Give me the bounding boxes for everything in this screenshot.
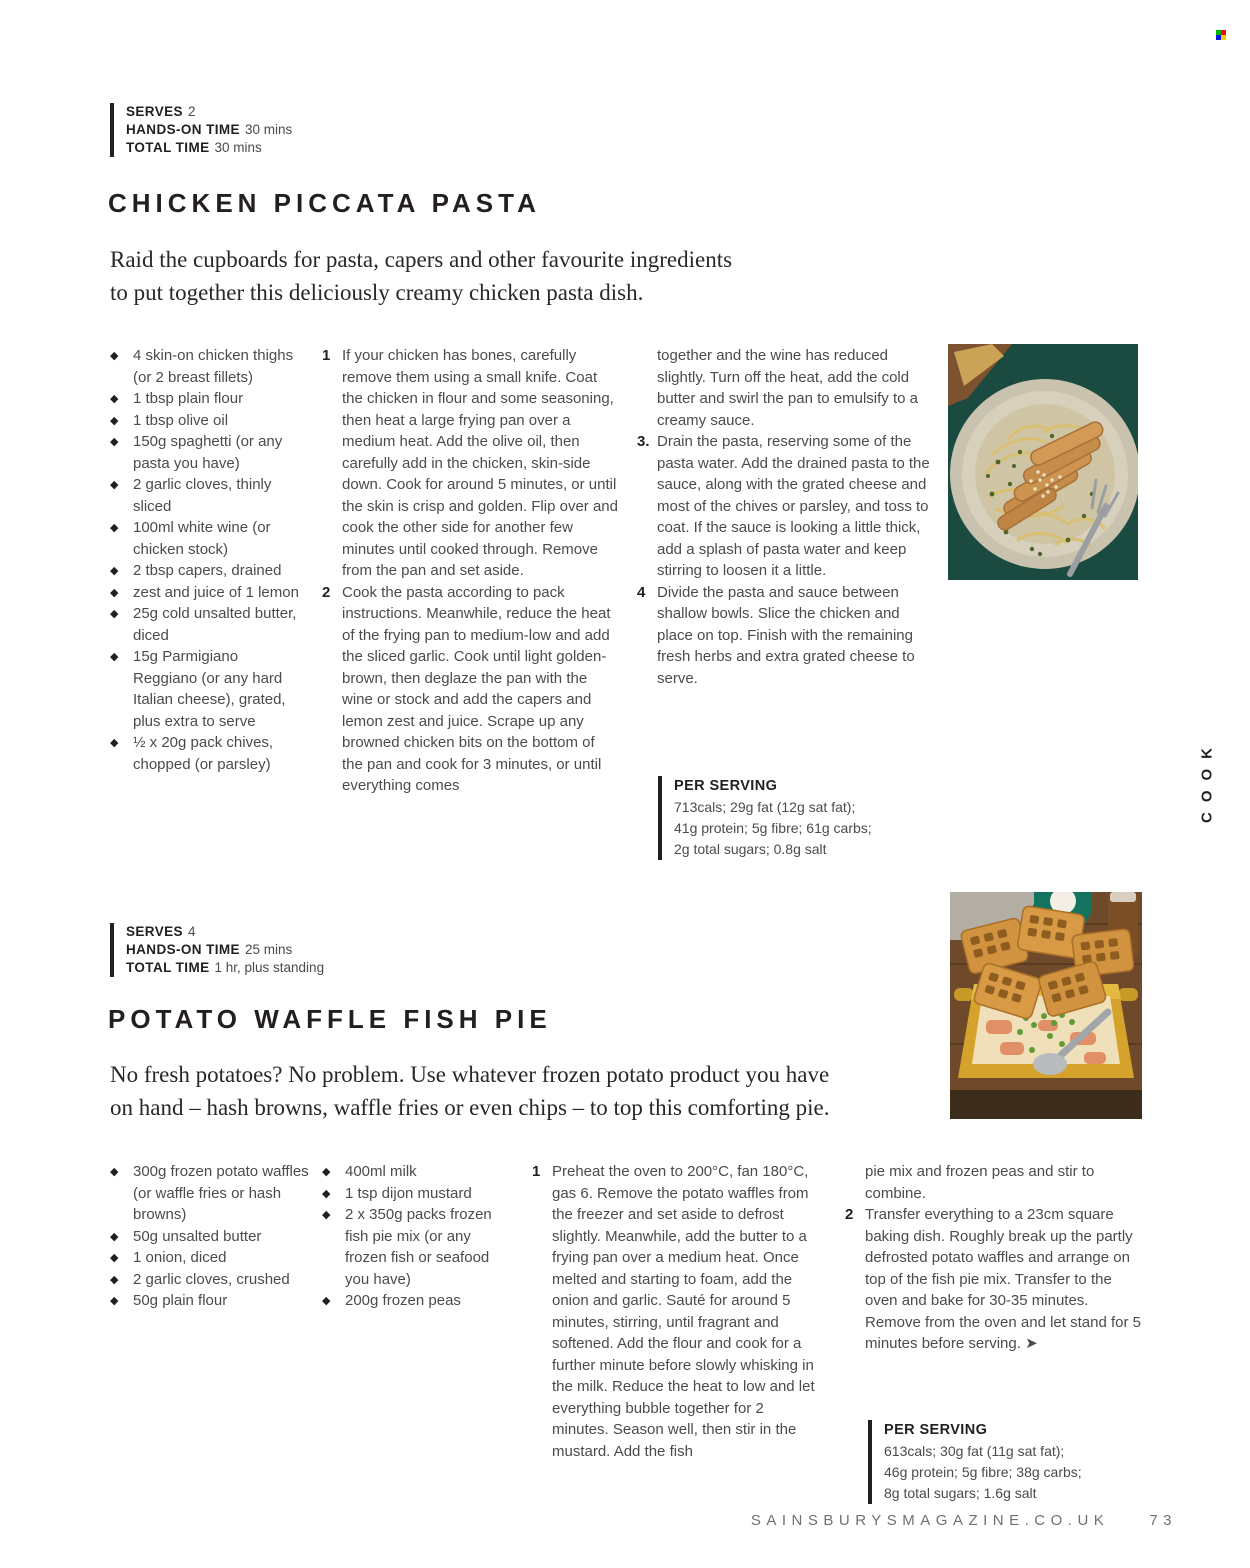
step-text: Cook the pasta according to pack instructions. Meanwhile, reduce the heat of the frying pan to medium-low and add the sliced garlic. Cook until light golden-brown, then deglaze the pan with the wine or stock and add the capers and lemon zest and juice. Scrape up any browned chicken bits on the bottom of the pan and cook for 3 minutes, or until everything comes	[342, 583, 611, 794]
ingredient-text: 200g frozen peas	[345, 1292, 461, 1309]
diamond-bullet-icon: ◆	[110, 608, 119, 620]
recipe2-title: POTATO WAFFLE FISH PIE	[108, 1004, 552, 1034]
ingredient-item	[110, 1269, 310, 1291]
serves-value: 2	[187, 104, 196, 119]
recipe1-ingredients	[110, 345, 306, 775]
ingredient-text: 2 garlic cloves, thinly sliced	[133, 476, 272, 515]
chicken-piccata-pasta-photo	[948, 344, 1138, 580]
recipe2-intro-line2: on hand – hash browns, waffle fries or even chips – to top this comforting pie.	[110, 1095, 830, 1120]
ingredient-text: 1 tbsp olive oil	[133, 411, 229, 429]
serves-label: SERVES	[126, 924, 183, 939]
total-time-row	[126, 139, 292, 157]
potato-waffle-fish-pie-photo	[950, 892, 1142, 1119]
recipe2-ingredients-col1	[110, 1161, 310, 1312]
diamond-bullet-icon: ◆	[110, 1166, 119, 1178]
total-time-label: TOTAL TIME	[126, 140, 210, 155]
per-serving-label: PER SERVING	[674, 778, 778, 794]
ingredient-text: 300g frozen potato waffles (or waffle fries or hash browns)	[133, 1163, 309, 1223]
recipe2-ingredients-col2	[322, 1161, 500, 1312]
step-text: Preheat the oven to 200°C, fan 180°C, gas 6. Remove the potato waffles from the freezer and set aside to defrost slightly. Meanwhile, add the butter to a frying pan over a medium heat. Once melted and starting to foam, add the onion and garlic. Sauté for around 5 minutes, stirring, until fragrant and softened. Add the flour and cook for a further minute before slowly whisking in the milk. Reduce the heat to low and let everything bubble together for 2 minutes. Season well, then stir in the mustard. Add the fish	[552, 1163, 815, 1460]
ingredient-item	[322, 1183, 500, 1205]
ingredient-text: 50g plain flour	[133, 1292, 228, 1309]
step-number: 2	[322, 583, 331, 601]
ingredient-item	[110, 1290, 310, 1312]
ingredient-text: 25g cold unsalted butter, diced	[133, 605, 297, 644]
diamond-bullet-icon: ◆	[322, 1166, 331, 1178]
diamond-bullet-icon: ◆	[110, 350, 119, 362]
step-text: Divide the pasta and sauce between shallow bowls. Slice the chicken and place on top. Finish with the remaining fresh herbs and extra grated cheese to serve.	[657, 583, 915, 687]
diamond-bullet-icon: ◆	[110, 393, 119, 405]
ingredient-text: 15g Parmigiano Reggiano (or any hard Italian cheese), grated, plus extra to serve	[133, 648, 286, 730]
method-step-continuation	[637, 345, 933, 431]
ingredient-text: 400ml milk	[345, 1163, 417, 1180]
ingredient-text: 2 garlic cloves, crushed	[133, 1270, 290, 1288]
recipe1-title: CHICKEN PICCATA PASTA	[108, 188, 541, 218]
diamond-bullet-icon: ◆	[110, 479, 119, 491]
recipe1-intro-line2: to put together this deliciously creamy chicken pasta dish.	[110, 280, 644, 305]
section-label-cook: COOK	[1198, 738, 1216, 823]
recipe2-method-col1	[532, 1161, 824, 1462]
diamond-bullet-icon: ◆	[110, 1252, 119, 1264]
method-step	[637, 582, 933, 690]
method-step	[637, 431, 933, 582]
recipe1-method-col1	[322, 345, 618, 797]
ingredient-item	[110, 1247, 310, 1269]
ingredient-item	[110, 646, 306, 732]
ingredient-item	[110, 474, 306, 517]
recipe1-meta-block	[110, 103, 292, 157]
step-text: If your chicken has bones, carefully remove them using a small knife. Coat the chicken in flour and some seasoning, then heat a large frying pan over a medium heat. Add the olive oil, then carefully add in the chicken, skin-side down. Cook for around 5 minutes, or until the skin is crisp and golden. Flip over and cook the other side for another few minutes until cooked through. Remove from the pan and set aside.	[342, 347, 618, 579]
ingredient-item	[110, 410, 306, 432]
hands-on-label: HANDS-ON TIME	[126, 942, 240, 957]
ingredient-item	[110, 388, 306, 410]
per-serving-line: 713cals; 29g fat (12g sat fat);	[674, 799, 856, 815]
ingredient-item	[110, 345, 306, 388]
total-time-value: 30 mins	[214, 140, 262, 155]
recipe2-intro	[110, 1058, 829, 1124]
ingredient-text: ½ x 20g pack chives, chopped (or parsley)	[133, 734, 274, 773]
diamond-bullet-icon: ◆	[110, 1230, 119, 1243]
diamond-bullet-icon: ◆	[110, 565, 119, 577]
diamond-bullet-icon: ◆	[110, 414, 119, 427]
step-number: 1	[322, 347, 331, 364]
method-step	[845, 1204, 1141, 1355]
recipe1-intro-line1: Raid the cupboards for pasta, capers and other favourite ingredients	[110, 247, 733, 272]
serves-row	[126, 923, 324, 941]
ingredient-text: 1 tsp dijon mustard	[345, 1184, 472, 1202]
hands-on-row	[126, 121, 292, 139]
per-serving-line: 41g protein; 5g fibre; 61g carbs;	[674, 820, 872, 836]
method-step	[532, 1161, 824, 1462]
dark-cloth	[950, 1090, 1142, 1119]
recipe2-meta-block	[110, 923, 324, 977]
step-number: 4	[637, 583, 646, 601]
ingredient-text: 1 tbsp plain flour	[133, 390, 244, 407]
per-serving-label: PER SERVING	[884, 1422, 988, 1438]
recipe1-method-col2	[637, 345, 933, 689]
step-text: Drain the pasta, reserving some of the pasta water. Add the drained pasta to the sauce, along with the grated cheese and most of the chives or parsley, and toss to coat. If the sauce is looking a little thick, add a splash of pasta water and keep stirring to loosen it a little.	[657, 433, 930, 579]
recipe1-intro	[110, 243, 732, 309]
ingredient-item	[110, 1161, 310, 1226]
diamond-bullet-icon: ◆	[110, 737, 119, 749]
diamond-bullet-icon: ◆	[110, 586, 119, 599]
diamond-bullet-icon: ◆	[322, 1209, 331, 1221]
magazine-url: SAINSBURYSMAGAZINE.CO.UK	[750, 1512, 1110, 1529]
recipe2-intro-line1: No fresh potatoes? No problem. Use whatever frozen potato product you have	[110, 1062, 830, 1087]
hands-on-value: 25 mins	[244, 942, 293, 957]
page-footer	[751, 1512, 1177, 1529]
total-time-label: TOTAL TIME	[126, 960, 210, 975]
diamond-bullet-icon: ◆	[322, 1187, 331, 1200]
ingredient-text: 150g spaghetti (or any pasta you have)	[133, 433, 283, 472]
ingredient-item	[110, 603, 306, 646]
step-number: 1	[532, 1163, 541, 1180]
ingredient-text: 1 onion, diced	[133, 1249, 227, 1266]
per-serving-line: 8g total sugars; 1.6g salt	[884, 1485, 1037, 1501]
ingredient-text: 2 tbsp capers, drained	[133, 562, 282, 579]
ingredient-text: 100ml white wine (or chicken stock)	[133, 519, 271, 558]
ingredient-item	[110, 732, 306, 775]
step-text: together and the wine has reduced slightly. Turn off the heat, add the cold butter and swirl the pan to emulsify to a creamy sauce.	[657, 347, 918, 429]
page-number: 73	[1149, 1512, 1177, 1529]
recipe2-per-serving	[868, 1420, 1082, 1504]
ingredient-item	[110, 517, 306, 560]
ingredient-item	[322, 1290, 500, 1312]
ingredient-item	[110, 431, 306, 474]
per-serving-line: 2g total sugars; 0.8g salt	[674, 841, 827, 857]
diamond-bullet-icon: ◆	[322, 1295, 331, 1307]
hands-on-value: 30 mins	[244, 122, 293, 137]
diamond-bullet-icon: ◆	[110, 651, 119, 663]
serves-row	[126, 103, 292, 121]
ingredient-item	[322, 1161, 500, 1183]
ingredient-text: 50g unsalted butter	[133, 1227, 262, 1245]
method-step-continuation	[845, 1161, 1141, 1204]
recipe2-method-col2	[845, 1161, 1141, 1355]
total-time-row	[126, 959, 324, 977]
print-color-mark	[1216, 30, 1226, 40]
ingredient-item	[110, 582, 306, 604]
step-text: pie mix and frozen peas and stir to combine.	[865, 1163, 1095, 1202]
method-step	[322, 582, 618, 797]
serves-label: SERVES	[126, 104, 183, 119]
step-number: 3.	[637, 433, 650, 450]
diamond-bullet-icon: ◆	[110, 436, 119, 448]
step-text: Transfer everything to a 23cm square baking dish. Roughly break up the partly defrosted potato waffles and arrange on top of the fish pie mix. Transfer to the oven and bake for 30-35 minutes. Remove from the oven and let stand for 5 minutes before serving. ➤	[865, 1206, 1141, 1352]
ingredient-text: 4 skin-on chicken thighs (or 2 breast fillets)	[133, 347, 294, 386]
total-time-value: 1 hr, plus standing	[214, 960, 325, 975]
ingredient-item	[110, 560, 306, 582]
ingredient-text: 2 x 350g packs frozen fish pie mix (or any frozen fish or seafood you have)	[345, 1206, 492, 1288]
diamond-bullet-icon: ◆	[110, 1295, 119, 1307]
serves-value: 4	[187, 924, 196, 939]
diamond-bullet-icon: ◆	[110, 522, 119, 534]
per-serving-line: 613cals; 30g fat (11g sat fat);	[884, 1443, 1065, 1459]
step-number: 2	[845, 1206, 854, 1223]
color-swatch-yellow	[1221, 35, 1226, 40]
method-step	[322, 345, 618, 582]
ingredient-item	[322, 1204, 500, 1290]
per-serving-line: 46g protein; 5g fibre; 38g carbs;	[884, 1464, 1082, 1480]
hands-on-label: HANDS-ON TIME	[126, 122, 240, 137]
ingredient-item	[110, 1226, 310, 1248]
recipe1-per-serving	[658, 776, 872, 860]
hands-on-row	[126, 941, 324, 959]
diamond-bullet-icon: ◆	[110, 1273, 119, 1286]
ingredient-text: zest and juice of 1 lemon	[133, 583, 299, 601]
